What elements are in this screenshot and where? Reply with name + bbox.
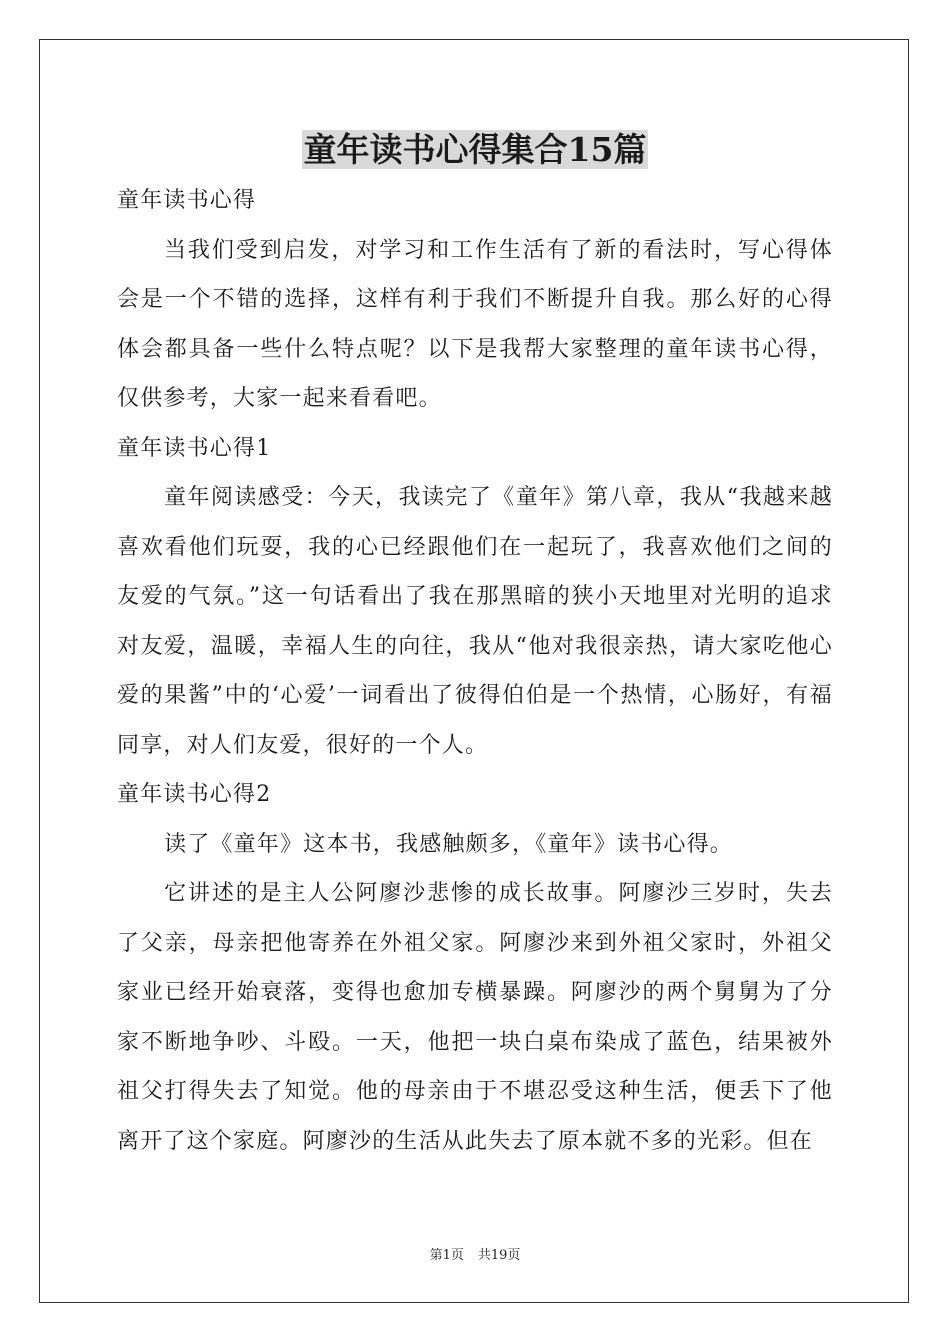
section-heading: 童年读书心得	[117, 188, 257, 213]
section-heading: 童年读书心得1	[117, 435, 272, 461]
document-title	[0, 128, 950, 172]
paragraph: 读了《童年》这本书，我感触颇多，《童年》读书心得。	[164, 831, 734, 857]
page-footer	[0, 1244, 950, 1263]
paragraph: 当我们受到启发，对学习和工作生活有了新的看法时，写心得体会是一个不错的选择，这样有利于我们不断提升自我。那么好的心得体会都具备一些什么特点呢？以下是我帮大家整理的童年读书心得，仅供参考，大家一起来看看吧。	[117, 237, 833, 411]
document-body	[117, 176, 833, 1166]
page-number: 第1页	[429, 1248, 464, 1263]
paragraph: 童年阅读感受：今天，我读完了《童年》第八章，我从“我越来越喜欢看他们玩耍，我的心已经跟他们在一起玩了，我喜欢他们之间的友爱的气氛。”这一句话看出了我在那黑暗的狭小天地里对光明的追求对友爱，温暖，幸福人生的向往，我从“他对我很亲热，请大家吃他心爱的果酱”中的‘心爱’一词看出了彼得伯伯是一个热情，心肠好，有福同享，对人们友爱，很好的一个人。	[117, 485, 833, 758]
page-total: 共19页	[477, 1248, 521, 1263]
document-title-text: 童年读书心得集合15篇	[303, 130, 647, 169]
paragraph: 它讲述的是主人公阿廖沙悲惨的成长故事。阿廖沙三岁时，失去了父亲，母亲把他寄养在外祖父家。阿廖沙来到外祖父家时，外祖父家业已经开始衰落，变得也愈加专横暴躁。阿廖沙的两个舅舅为了分家不断地争吵、斗殴。一天，他把一块白桌布染成了蓝色，结果被外祖父打得失去了知觉。他的母亲由于不堪忍受这种生活，便丢下了他离开了这个家庭。阿廖沙的生活从此失去了原本就不多的光彩。但在	[117, 881, 833, 1154]
section-heading: 童年读书心得2	[117, 782, 272, 807]
